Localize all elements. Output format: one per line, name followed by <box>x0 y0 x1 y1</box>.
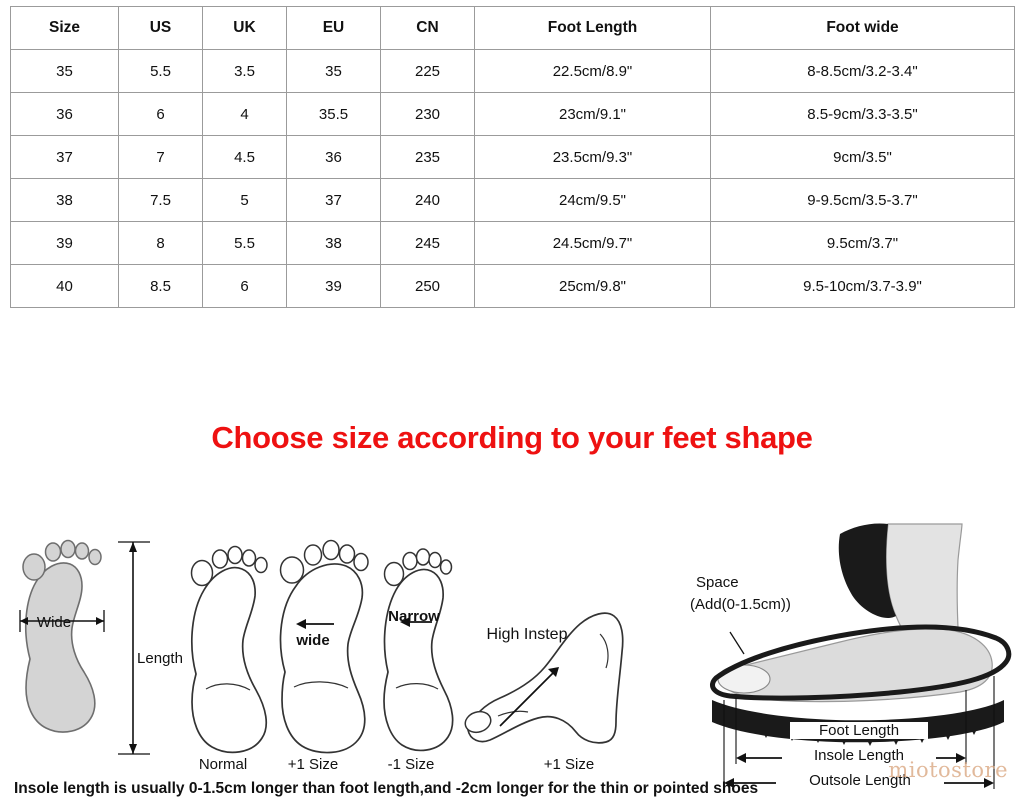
column-header-size: Size <box>11 7 119 50</box>
cell-foot-length: 24cm/9.5" <box>475 179 711 222</box>
table-row <box>11 222 1015 265</box>
cell-foot-length: 25cm/9.8" <box>475 265 711 308</box>
cell-uk: 4 <box>203 93 287 136</box>
label-high-instep: High Instep <box>486 626 568 643</box>
cell-eu: 35.5 <box>287 93 381 136</box>
cell-uk: 3.5 <box>203 50 287 93</box>
label-wide-foot: wide <box>296 632 330 649</box>
table-row <box>11 179 1015 222</box>
cell-foot-wide: 9-9.5cm/3.5-3.7" <box>711 179 1015 222</box>
size-table-container <box>0 0 1024 308</box>
normal-foot-outline <box>192 568 266 753</box>
normal-toe-2 <box>213 550 228 568</box>
cell-cn: 225 <box>381 50 475 93</box>
toe-2 <box>46 543 61 561</box>
footnote-insole-length: Insole length is usually 0-1.5cm longer than foot length,and -2cm longer for the thin or pointed shoes <box>14 779 759 797</box>
cell-size: 38 <box>11 179 119 222</box>
table-row <box>11 136 1015 179</box>
narrow-toe-2 <box>403 553 417 570</box>
normal-toe-5 <box>255 558 267 573</box>
big-toe <box>23 554 45 580</box>
column-header-foot-length: Foot Length <box>475 7 711 50</box>
cell-size: 39 <box>11 222 119 265</box>
table-row <box>11 265 1015 308</box>
column-header-eu: EU <box>287 7 381 50</box>
cell-foot-wide: 9.5cm/3.7" <box>711 222 1015 265</box>
wide-big-toe <box>281 557 304 583</box>
column-header-us: US <box>119 7 203 50</box>
cell-eu: 39 <box>287 265 381 308</box>
toe-4 <box>76 543 89 559</box>
label-foot-length: Foot Length <box>790 722 928 739</box>
cell-foot-wide: 9cm/3.5" <box>711 136 1015 179</box>
narrow-toe-5 <box>441 560 452 574</box>
cell-eu: 37 <box>287 179 381 222</box>
length-arrow-bottom <box>129 744 137 754</box>
headline-choose-size: Choose size according to your feet shape <box>211 420 813 455</box>
size-chart-table <box>10 6 1015 308</box>
caption-narrow-minus-one: -1 Size <box>387 756 435 773</box>
normal-toe-3 <box>228 547 242 564</box>
label-space-add: (Add(0-1.5cm)) <box>690 596 791 613</box>
toe-5 <box>89 550 101 565</box>
label-insole-length: Insole Length <box>782 747 936 764</box>
cell-cn: 235 <box>381 136 475 179</box>
column-header-uk: UK <box>203 7 287 50</box>
watermark-store-name: miotostore <box>888 758 1008 782</box>
caption-high-instep-plus-one: +1 Size <box>543 756 595 773</box>
caption-normal: Normal <box>198 756 248 773</box>
foot-shape-illustrations <box>0 464 1024 794</box>
cell-cn: 230 <box>381 93 475 136</box>
cell-size: 35 <box>11 50 119 93</box>
narrow-toe-4 <box>429 553 441 568</box>
cell-foot-length: 23.5cm/9.3" <box>475 136 711 179</box>
cell-eu: 36 <box>287 136 381 179</box>
label-wide: Wide <box>36 614 72 631</box>
width-arrow-right <box>96 617 104 625</box>
wide-foot-outline <box>281 564 365 753</box>
cell-uk: 5 <box>203 179 287 222</box>
table-row <box>11 93 1015 136</box>
label-narrow-foot: Narrow <box>388 608 440 625</box>
cell-cn: 250 <box>381 265 475 308</box>
cell-eu: 38 <box>287 222 381 265</box>
cell-us: 5.5 <box>119 50 203 93</box>
cell-foot-length: 23cm/9.1" <box>475 93 711 136</box>
cell-uk: 6 <box>203 265 287 308</box>
cell-cn: 245 <box>381 222 475 265</box>
cell-size: 37 <box>11 136 119 179</box>
cell-uk: 5.5 <box>203 222 287 265</box>
cell-size: 36 <box>11 93 119 136</box>
cell-foot-wide: 9.5-10cm/3.7-3.9" <box>711 265 1015 308</box>
toe-3 <box>61 541 75 558</box>
cell-foot-length: 22.5cm/8.9" <box>475 50 711 93</box>
length-arrow-top <box>129 542 137 552</box>
label-length: Length <box>137 650 183 667</box>
label-outsole-length: Outsole Length <box>776 772 944 789</box>
column-header-foot-wide: Foot wide <box>711 7 1015 50</box>
cell-us: 8.5 <box>119 265 203 308</box>
cell-us: 7.5 <box>119 179 203 222</box>
cell-cn: 240 <box>381 179 475 222</box>
label-space: Space <box>696 574 739 591</box>
wide-toe-3 <box>323 541 339 560</box>
cell-us: 8 <box>119 222 203 265</box>
wide-toe-2 <box>305 545 322 565</box>
normal-toe-4 <box>243 550 256 566</box>
cell-us: 6 <box>119 93 203 136</box>
table-header-row <box>11 7 1015 50</box>
caption-wide-plus-one: +1 Size <box>287 756 339 773</box>
table-row <box>11 50 1015 93</box>
narrow-foot-diagram <box>384 549 453 750</box>
cell-uk: 4.5 <box>203 136 287 179</box>
cell-us: 7 <box>119 136 203 179</box>
cell-size: 40 <box>11 265 119 308</box>
cell-foot-wide: 8-8.5cm/3.2-3.4" <box>711 50 1015 93</box>
cell-foot-length: 24.5cm/9.7" <box>475 222 711 265</box>
foot-in-shoe <box>722 629 992 702</box>
wide-toe-5 <box>354 554 368 571</box>
cell-foot-wide: 8.5-9cm/3.3-3.5" <box>711 93 1015 136</box>
narrow-toe-3 <box>417 549 430 565</box>
foot-outline-topview <box>26 563 95 732</box>
wide-toe-4 <box>340 545 355 563</box>
column-header-cn: CN <box>381 7 475 50</box>
narrow-big-toe <box>385 563 404 586</box>
normal-big-toe <box>192 561 213 586</box>
foot-length-arrow-left <box>736 753 746 763</box>
space-leader-line <box>730 632 744 654</box>
narrow-foot-outline <box>384 570 453 751</box>
measurement-foot-diagram <box>20 541 150 755</box>
cell-eu: 35 <box>287 50 381 93</box>
normal-foot-diagram <box>192 547 268 753</box>
